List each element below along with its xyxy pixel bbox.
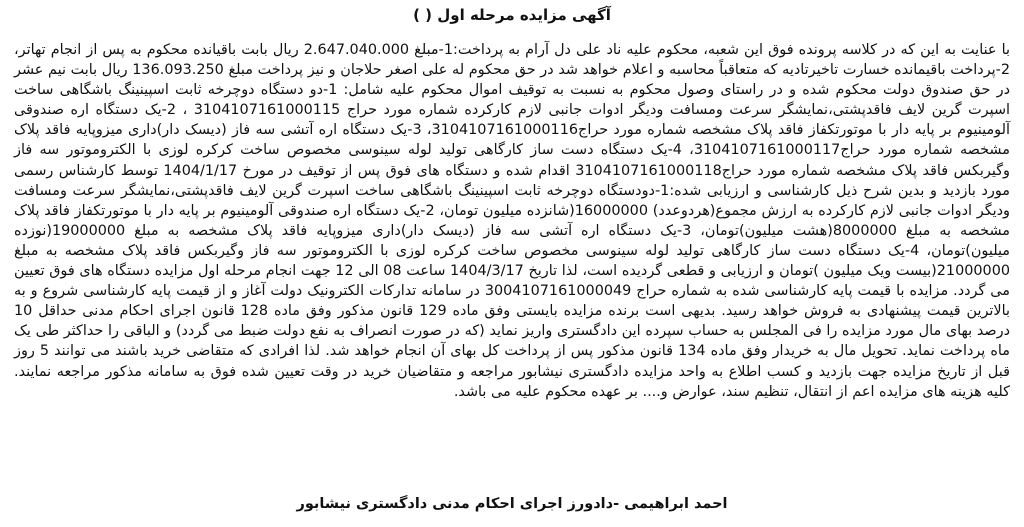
notice-title: آگهی مزایده مرحله اول ( ) bbox=[413, 6, 611, 24]
notice-signature: احمد ابراهیمی -دادورز اجرای احکام مدنی دادگستری نیشابور bbox=[296, 496, 728, 512]
notice-body: با عنایت به این که در کلاسه پرونده فوق این شعبه، محکوم علیه ناد علی دل آرام به پرداخت:1-مبلغ 2.647.040.000 ریال بابت باقیانده محکوم به پس از انجام تهاتر، 2-پرداخت باقیمانده خسارت تاخیرتادیه که متعاقباً محاسبه و اعلام خواهد شد در حق محکوم له علی اصغر حلاجان و نیز پرداخت مبلغ 136.093.250 ریال بابت نیم عشر در حق صندوق دولت محکوم شده و در راستای وصول محکوم به نسبت به توقیف اموال محکوم علیه شامل: 1-دو دستگاه دوچرخه ثابت اسپینینگ باشگاهی ساخت اسپرت گرین لایف فاقدپشتی،نمایشگر سرعت ومسافت ودیگر ادوات جانبی لازم کارکرده شماره مورد حراج 3104107161000115 ، 2-یک دستگاه اره صندوقی آلومینیوم بر پایه دار با موتورتکفاز فاقد پلاک مشخصه شماره مورد حراج3104107161000116، 3-یک دستگاه اره آتشی سه فاز (دیسک دار)داری میزوپایه فاقد پلاک مشخصه شماره مورد حراج3104107161000117، 4-یک دستگاه دست ساز کارگاهی تولید لوله سینوسی مخصوص ساخت کرکره لوزی با الکتروموتور سه فاز وگیربکس فاقد پلاک مشخصه شماره مورد حراج3104107161000118 اقدام شده و دستگاه های فوق پس از توقیف در مورخ 1404/1/17 توسط کارشناس رسمی مورد بازدید و بدین شرح ذیل کارشناسی و ارزیابی شده:1-دودستگاه دوچرخه ثابت اسپینینگ باشگاهی ساخت اسپرت گرین لایف فاقدپشتی،نمایشگر سرعت ومسافت ودیگر ادوات جانبی لازم کارکرده به ارزش مجموع(هردوعدد) 16000000(شانزده میلیون تومان، 2-یک دستگاه اره صندوقی آلومینیوم بر پایه دار با موتورتکفاز فاقد پلاک مشخصه به مبلغ 8000000(هشت میلیون)تومان، 3-یک دستگاه اره آتشی سه فاز (دیسک دار)داری میزوپایه فاقد پلاک مشخصه به مبلغ 19000000(نوزده میلیون)تومان، 4-یک دستگاه دست ساز کارگاهی تولید لوله سینوسی مخصوص ساخت کرکره لوزی با الکتروموتور سه فاز وگیربکس فاقد پلاک مشخصه به مبلغ 21000000(بیست ویک میلیون )تومان و ارزیابی و قطعی گردیده است، لذا تاریخ 1404/3/17 ساعت 08 الی 12 جهت انجام مرحله اول مزایده دستگاه های فوق تعیین می گردد. مزایده با قیمت پایه کارشناسی شده به شماره حراج 3004107161000049 در سامانه تدارکات الکترونیک دولت آغاز و از قیمت پایه کارشناسی شروع و به بالاترین قیمت پیشنهادی به فروش خواهد رسید. بدیهی است برنده مزایده بایستی وفق ماده 129 قانون مذکور وفق ماده 128 قانون اجرای احکام مدنی حداقل 10 درصد بهای مال مورد مزایده را فی المجلس به حساب سپرده این دادگستری واریز نماید (که در صورت انصراف به نفع دولت ضبط می گردد) و الباقی را حداکثر طی یک ماه پرداخت نماید. تحویل مال به خریدار وفق ماده 134 قانون مذکور پس از پرداخت کل بهای آن انجام خواهد شد. لذا افرادی که متقاضی خرید باشند می توانند 5 روز قبل از تاریخ مزایده جهت بازدید و کسب اطلاع به واحد مزایده دادگستری نیشابور مراجعه و متقاضیان خرید در وقت تعیین شده فوق به سامانه مذکور مراجعه نمایند. کلیه هزینه های مزایده اعم از انتقال، تنظیم سند، عوارض و.... بر عهده محکوم علیه می باشد. bbox=[14, 42, 1011, 400]
